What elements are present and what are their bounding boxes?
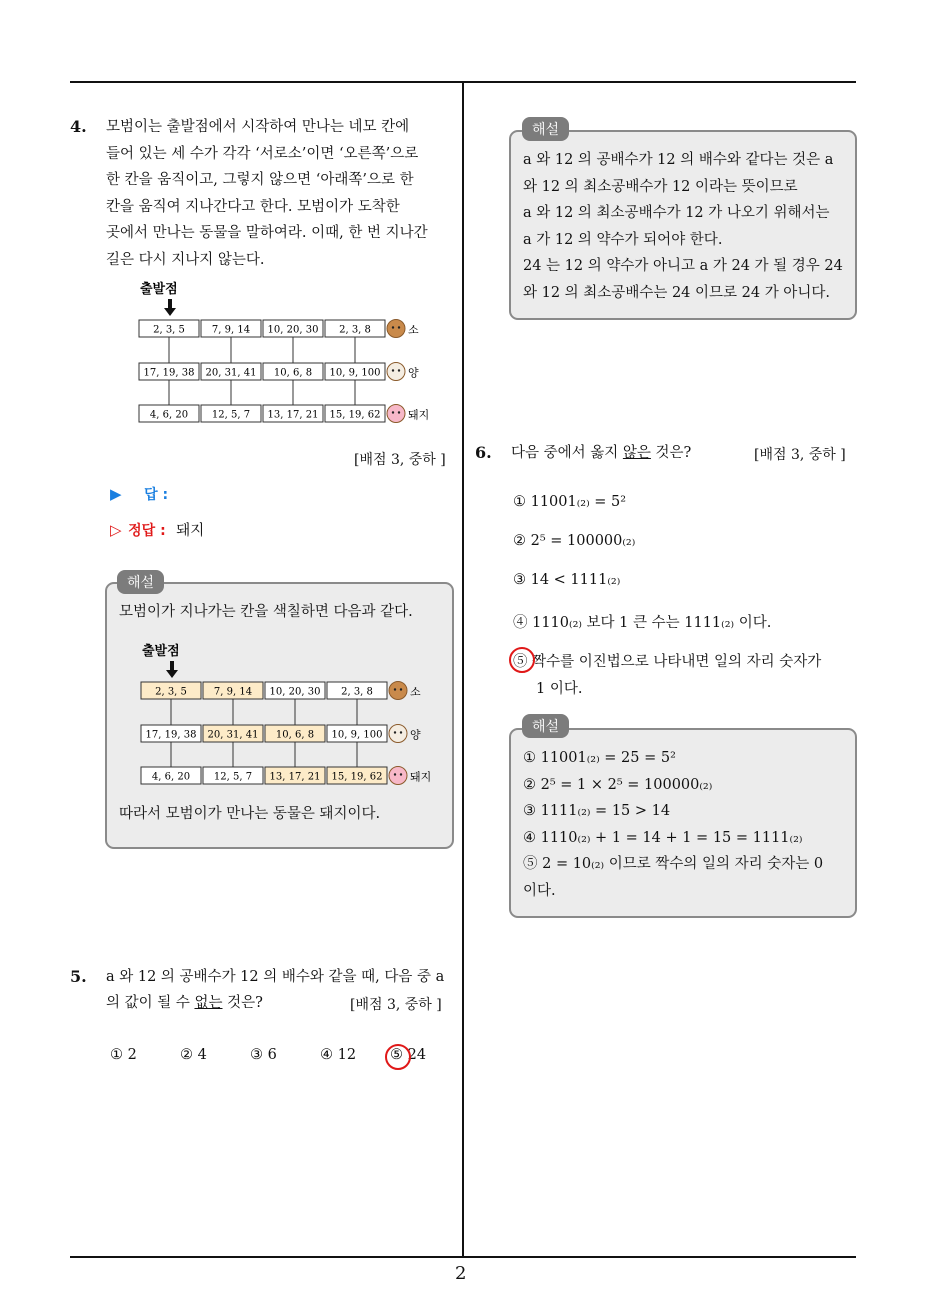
q5-solution-line: 와 12 의 최소공배수는 24 이므로 24 가 아니다. — [523, 284, 830, 301]
q6-option-1[interactable]: ① 11001₍₂₎ = 5² — [513, 494, 627, 510]
q4-solution-intro: 모범이가 지나가는 칸을 색칠하면 다음과 같다. — [119, 604, 413, 620]
animal-label: 소 — [410, 685, 421, 699]
q4-solution-box — [105, 582, 454, 849]
q4-solution-diagram — [132, 639, 432, 791]
q5-solution-line: 와 12 의 최소공배수가 12 이라는 뜻이므로 — [523, 178, 798, 195]
q4-line: 모범이는 출발점에서 시작하여 만나는 네모 칸에 — [106, 119, 410, 135]
q5-line2-post: 것은? — [222, 995, 263, 1011]
answer-circle-mark — [509, 647, 535, 673]
sheep-icon — [398, 369, 400, 371]
q5-solution-line: a 와 12 의 공배수가 12 의 배수와 같다는 것은 a — [523, 152, 834, 168]
grid-cell-label: 10, 6, 8 — [273, 367, 313, 379]
grid-cell-label: 2, 3, 8 — [339, 324, 371, 336]
q5-solution-text — [523, 147, 848, 306]
q4-solution-conclusion: 따라서 모범이가 만나는 동물은 돼지이다. — [119, 806, 381, 822]
start-label: 출발점 — [142, 644, 180, 659]
q6-solution-line: ⑤ 2 = 10₍₂₎ 이므로 짝수의 일의 자리 숫자는 0 — [523, 856, 824, 872]
q6-text-pre: 다음 중에서 옳지 — [511, 445, 623, 461]
grid-cell-label: 12, 5, 7 — [211, 409, 251, 421]
q5-emphasis: 없는 — [194, 995, 223, 1011]
grid-cell-label: 13, 17, 21 — [267, 409, 319, 421]
q6-score: [배점 3, 중하 ] — [754, 447, 846, 463]
animal-label: 돼지 — [410, 770, 432, 784]
question-5-number: 5. — [70, 967, 87, 986]
pig-icon — [398, 411, 400, 413]
q4-line: 곳에서 만나는 동물을 말하여라. 이때, 한 번 지나간 — [106, 225, 428, 241]
pig-icon — [400, 773, 402, 775]
q6-option-4[interactable]: ④ 1110₍₂₎ 보다 1 큰 수는 1111₍₂₎ 이다. — [513, 615, 772, 631]
pig-icon — [392, 411, 394, 413]
column-divider — [462, 82, 464, 1257]
q4-answer-row — [110, 484, 168, 504]
animal-label: 양 — [408, 366, 419, 380]
animal-label: 돼지 — [408, 408, 430, 422]
sheep-icon — [394, 731, 396, 733]
grid-cell-label: 12, 5, 7 — [213, 771, 253, 783]
q6-text — [511, 440, 691, 467]
q5-option-1[interactable]: ① 2 — [110, 1047, 137, 1063]
q5-solution-line: a 와 12 의 최소공배수가 12 가 나오기 위해서는 — [523, 205, 830, 221]
start-arrow-icon — [164, 308, 176, 316]
correct-label: 정답 : — [128, 523, 166, 539]
solution-tag: 해설 — [522, 117, 569, 141]
grid-cell-label: 2, 3, 5 — [153, 324, 185, 336]
grid-cell-label: 13, 17, 21 — [269, 771, 321, 783]
q4-correct-row — [110, 519, 204, 540]
cow-icon — [398, 326, 400, 328]
sheep-icon — [389, 725, 407, 743]
grid-cell-label: 20, 31, 41 — [205, 367, 257, 379]
cow-icon — [392, 326, 394, 328]
q6-text-post: 것은? — [650, 445, 692, 461]
grid-cell-label: 7, 9, 14 — [211, 324, 251, 336]
q6-option-2[interactable]: ② 2⁵ = 100000₍₂₎ — [513, 533, 636, 549]
grid-cell-label: 10, 20, 30 — [269, 686, 321, 698]
sheep-icon — [387, 363, 405, 381]
q4-line: 한 칸을 움직이고, 그렇지 않으면 ‘아래쪽’으로 한 — [106, 172, 414, 188]
question-4-number: 4. — [70, 117, 87, 136]
q6-solution-line: ② 2⁵ = 1 × 2⁵ = 100000₍₂₎ — [523, 776, 713, 793]
correct-value: 돼지 — [176, 523, 205, 539]
q6-solution-line: ④ 1110₍₂₎ + 1 = 14 + 1 = 15 = 1111₍₂₎ — [523, 829, 803, 846]
grid-cell-label: 15, 19, 62 — [331, 771, 383, 783]
sheep-icon — [400, 731, 402, 733]
q6-option-5-cont: 1 이다. — [536, 681, 583, 697]
grid-cell-label: 2, 3, 8 — [341, 686, 373, 698]
pig-icon — [394, 773, 396, 775]
cow-icon — [389, 682, 407, 700]
grid-cell-label: 17, 19, 38 — [143, 367, 195, 379]
q5-solution-line: a 가 12 의 약수가 되어야 한다. — [523, 231, 723, 248]
q5-score: [배점 3, 중하 ] — [350, 997, 442, 1013]
page-number: 2 — [455, 1263, 467, 1284]
grid-cell-label: 2, 3, 5 — [155, 686, 187, 698]
grid-cell-label: 7, 9, 14 — [213, 686, 253, 698]
q5-line2 — [106, 990, 263, 1017]
sheep-icon — [392, 369, 394, 371]
grid-cell-label: 10, 9, 100 — [329, 367, 381, 379]
q4-line: 칸을 움직여 지나간다고 한다. 모범이가 도착한 — [106, 198, 400, 215]
grid-cell-label: 17, 19, 38 — [145, 729, 197, 741]
q6-solution-line: ③ 1111₍₂₎ = 15 > 14 — [523, 803, 671, 819]
q6-option-3[interactable]: ③ 14 < 1111₍₂₎ — [513, 572, 621, 588]
q6-solution-text — [523, 745, 823, 904]
q5-solution-line: 24 는 12 의 약수가 아니고 a 가 24 가 될 경우 24 — [523, 258, 843, 274]
answer-label: 답 : — [144, 487, 169, 503]
cow-icon — [387, 320, 405, 338]
pig-icon — [389, 767, 407, 785]
cow-icon — [400, 688, 402, 690]
q4-grid-diagram — [130, 277, 430, 429]
grid-cell-label: 10, 6, 8 — [275, 729, 315, 741]
question-4-text — [106, 114, 456, 273]
animal-label: 소 — [408, 323, 419, 337]
start-arrow-icon — [166, 670, 178, 678]
grid-cell-label: 20, 31, 41 — [207, 729, 259, 741]
correct-arrow-icon: ▷ — [110, 521, 122, 539]
answer-circle-mark — [385, 1044, 411, 1070]
question-6-number: 6. — [475, 443, 492, 462]
q5-solution-box — [509, 130, 857, 320]
start-label: 출발점 — [140, 282, 178, 297]
q4-score: [배점 3, 중하 ] — [354, 452, 446, 468]
q5-line1: a 와 12 의 공배수가 12 의 배수와 같을 때, 다음 중 a — [106, 969, 445, 985]
q6-solution-line: 이다. — [523, 882, 556, 899]
start-arrow-icon — [168, 299, 172, 308]
grid-cell-label: 4, 6, 20 — [149, 409, 189, 421]
q6-solution-line: ① 11001₍₂₎ = 25 = 5² — [523, 750, 676, 766]
grid-cell-label: 4, 6, 20 — [151, 771, 191, 783]
grid-cell-label: 15, 19, 62 — [329, 409, 381, 421]
animal-label: 양 — [410, 728, 421, 742]
grid-cell-label: 10, 9, 100 — [331, 729, 383, 741]
q5-option-3[interactable]: ③ 6 — [250, 1047, 277, 1063]
q4-line: 길은 다시 지나지 않는다. — [106, 251, 265, 268]
q5-option-2[interactable]: ② 4 — [180, 1047, 207, 1063]
solution-tag: 해설 — [117, 570, 164, 594]
start-arrow-icon — [170, 661, 174, 670]
q6-option-5[interactable]: ⑤ 짝수를 이진법으로 나타내면 일의 자리 숫자가 — [513, 654, 822, 670]
solution-tag: 해설 — [522, 714, 569, 738]
grid-cell-label: 10, 20, 30 — [267, 324, 319, 336]
answer-arrow-icon: ▶ — [110, 485, 122, 503]
q6-solution-box — [509, 728, 857, 918]
q6-emphasis: 않은 — [622, 445, 651, 461]
q5-option-5[interactable]: ⑤ 24 — [390, 1047, 427, 1063]
q5-line2-pre: 의 값이 될 수 — [106, 995, 195, 1011]
q4-line: 들어 있는 세 수가 각각 ‘서로소’이면 ‘오른쪽’으로 — [106, 145, 419, 162]
cow-icon — [394, 688, 396, 690]
q5-option-4[interactable]: ④ 12 — [320, 1047, 357, 1063]
pig-icon — [387, 405, 405, 423]
